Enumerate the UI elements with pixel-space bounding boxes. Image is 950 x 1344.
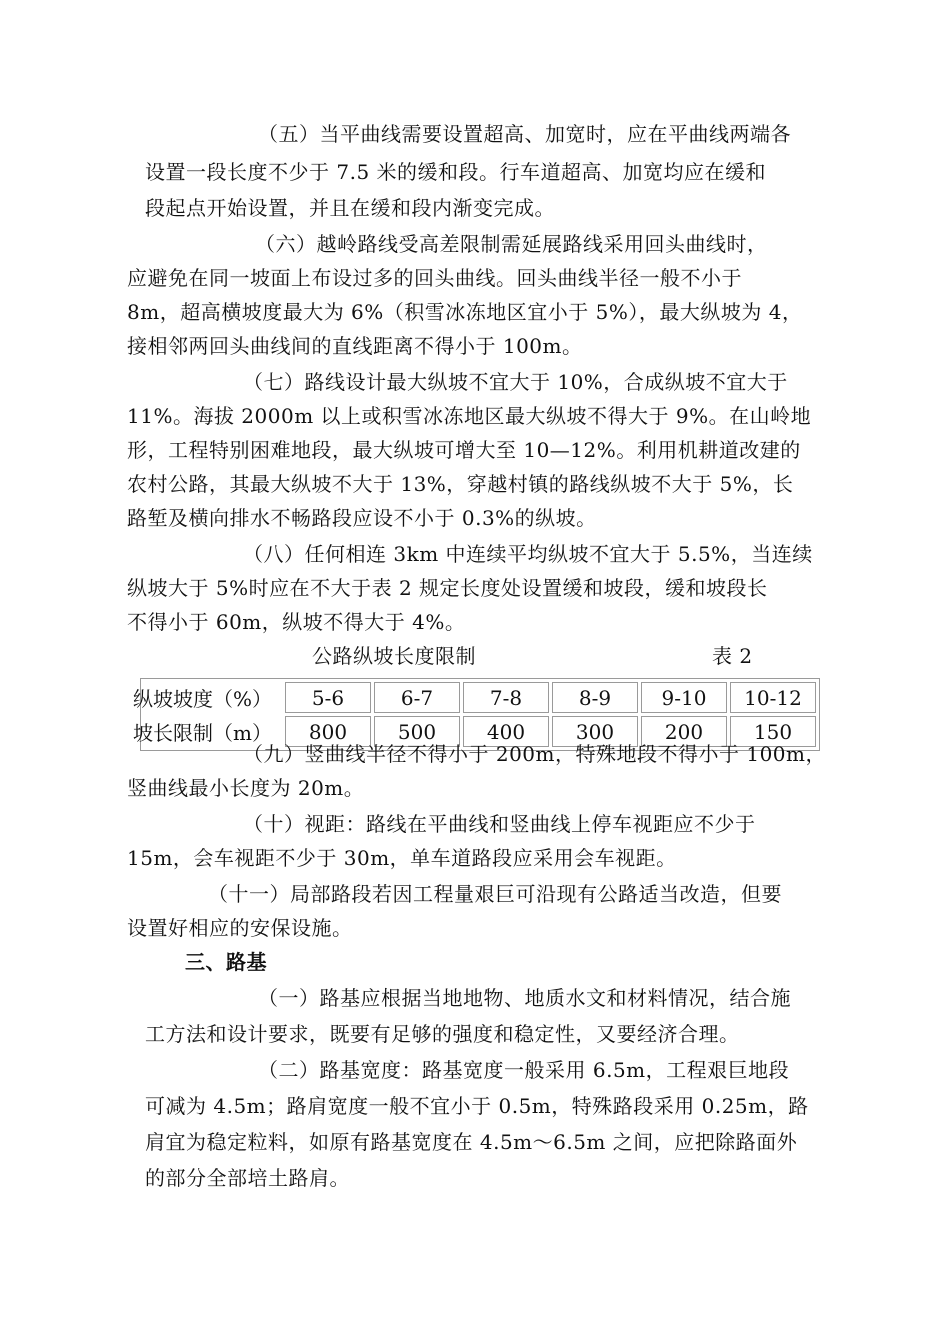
table-row-header: 坡长限制（m） xyxy=(133,721,272,745)
para-6-line-1: （六）越岭路线受高差限制需延展路线采用回头曲线时， xyxy=(255,232,768,256)
table-label: 表 2 xyxy=(712,644,753,668)
table-cell: 9-10 xyxy=(641,682,727,713)
para-6-line-2: 应避免在同一坡面上布设过多的回头曲线。回头曲线半径一般不小于 xyxy=(127,266,742,290)
section-3-para-1-line-1: （一）路基应根据当地地物、地质水文和材料情况，结合施 xyxy=(258,986,791,1010)
para-5-line-3: 段起点开始设置，并且在缓和段内渐变完成。 xyxy=(145,196,555,220)
section-3-para-1-line-2: 工方法和设计要求，既要有足够的强度和稳定性，又要经济合理。 xyxy=(145,1022,740,1046)
para-5-line-2: 设置一段长度不少于 7.5 米的缓和段。行车道超高、加宽均应在缓和 xyxy=(145,160,767,184)
para-7-line-5: 路堑及横向排水不畅路段应设不小于 0.3%的纵坡。 xyxy=(127,506,597,530)
table-cell: 500 xyxy=(374,716,460,747)
table-cell: 400 xyxy=(463,716,549,747)
table-cell: 10-12 xyxy=(730,682,816,713)
para-7-line-1: （七）路线设计最大纵坡不宜大于 10%，合成纵坡不宜大于 xyxy=(243,370,788,394)
para-7-line-3: 形，工程特别困难地段，最大纵坡可增大至 10—12%。利用机耕道改建的 xyxy=(127,438,801,462)
para-11-line-1: （十一）局部路段若因工程量艰巨可沿现有公路适当改造，但要 xyxy=(208,882,782,906)
section-3-para-2-line-3: 肩宜为稳定粒料，如原有路基宽度在 4.5m～6.5m 之间，应把除路面外 xyxy=(145,1130,798,1154)
table-cell: 150 xyxy=(730,716,816,747)
para-6-line-4: 接相邻两回头曲线间的直线距离不得小于 100m。 xyxy=(127,334,583,358)
para-7-line-2: 11%。海拔 2000m 以上或积雪冰冻地区最大纵坡不得大于 9%。在山岭地 xyxy=(127,404,812,428)
para-9-line-2: 竖曲线最小长度为 20m。 xyxy=(127,776,365,800)
section-3-para-2-line-1: （二）路基宽度：路基宽度一般采用 6.5m，工程艰巨地段 xyxy=(258,1058,790,1082)
para-5-line-1: （五）当平曲线需要设置超高、加宽时，应在平曲线两端各 xyxy=(258,122,791,146)
table-cell: 8-9 xyxy=(552,682,638,713)
para-10-line-2: 15m，会车视距不少于 30m，单车道路段应采用会车视距。 xyxy=(127,846,677,870)
table-cell: 6-7 xyxy=(374,682,460,713)
para-6-line-3: 8m，超高横坡度最大为 6%（积雪冰冻地区宜小于 5%），最大纵坡为 4， xyxy=(127,300,803,324)
table-cell: 300 xyxy=(552,716,638,747)
section-heading: 三、路基 xyxy=(185,950,267,974)
table-cell: 7-8 xyxy=(463,682,549,713)
para-8-line-1: （八）任何相连 3km 中连续平均纵坡不宜大于 5.5%，当连续 xyxy=(243,542,813,566)
table-row xyxy=(144,682,816,713)
para-9-line-1: （九）竖曲线半径不得小于 200m，特殊地段不得小于 100m， xyxy=(243,742,826,766)
para-11-line-2: 设置好相应的安保设施。 xyxy=(127,916,353,940)
para-10-line-1: （十）视距：路线在平曲线和竖曲线上停车视距应不少于 xyxy=(243,812,756,836)
table-cell: 200 xyxy=(641,716,727,747)
section-3-para-2-line-2: 可减为 4.5m；路肩宽度一般不宜小于 0.5m，特殊路段采用 0.25m，路 xyxy=(145,1094,809,1118)
para-7-line-4: 农村公路，其最大纵坡不大于 13%，穿越村镇的路线纵坡不大于 5%，长 xyxy=(127,472,794,496)
para-8-line-3: 不得小于 60m，纵坡不得大于 4%。 xyxy=(127,610,466,634)
table-title: 公路纵坡长度限制 xyxy=(312,644,476,668)
para-8-line-2: 纵坡大于 5%时应在不大于表 2 规定长度处设置缓和坡段，缓和坡段长 xyxy=(127,576,768,600)
section-3-para-2-line-4: 的部分全部培土路肩。 xyxy=(145,1166,350,1190)
table-cell: 5-6 xyxy=(285,682,371,713)
table-cell: 800 xyxy=(285,716,371,747)
table-row-header: 纵坡坡度（%） xyxy=(133,687,273,711)
